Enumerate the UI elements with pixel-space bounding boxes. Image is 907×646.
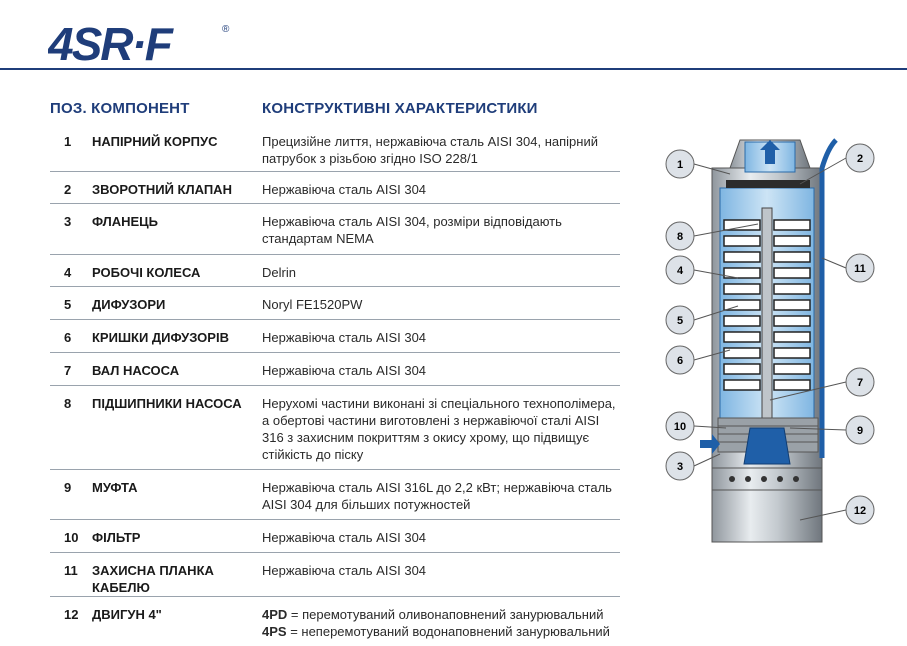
table-row	[50, 287, 620, 320]
row-number: 2	[64, 182, 72, 197]
table-row	[50, 124, 620, 172]
callout-1	[666, 150, 694, 178]
callout-11	[846, 254, 874, 282]
brand-logo	[48, 16, 248, 68]
row-component: РОБОЧІ КОЛЕСА	[92, 265, 201, 280]
callout-2	[846, 144, 874, 172]
callout-6	[666, 346, 694, 374]
svg-text:2: 2	[856, 153, 864, 165]
table-row	[50, 204, 620, 255]
callout-10	[666, 412, 694, 440]
table-row	[50, 172, 620, 204]
pump-cutaway-diagram	[660, 128, 900, 548]
row-description: Нержавіюча сталь AISI 316L до 2,2 кВт; нержавіюча сталь AISI 304 для більших потужностей	[262, 480, 612, 512]
table-row	[50, 470, 620, 520]
row-description: Нержавіюча сталь AISI 304, розміри відповідають стандартам NEMA	[262, 214, 562, 246]
components-table	[50, 124, 620, 645]
row-number: 6	[64, 330, 72, 345]
row-component: МУФТА	[92, 480, 138, 495]
row-number: 9	[64, 480, 72, 495]
row-component: КРИШКИ ДИФУЗОРІВ	[92, 330, 229, 345]
svg-text:8: 8	[676, 231, 684, 243]
row-description: Noryl FE1520PW	[262, 297, 363, 312]
row-number: 11	[64, 563, 78, 578]
row-component: ДВИГУН 4"	[92, 607, 162, 622]
row-description: Нержавіюча сталь AISI 304	[262, 530, 427, 545]
row-number: 1	[64, 134, 72, 149]
table-row	[50, 320, 620, 353]
row-number: 4	[64, 265, 72, 280]
row-number: 10	[64, 530, 79, 545]
svg-text:10: 10	[673, 421, 687, 433]
row-component: НАПІРНИЙ КОРПУС	[92, 134, 218, 149]
svg-text:5: 5	[676, 315, 684, 327]
registered-mark: ®	[222, 24, 230, 35]
row-description: Delrin	[262, 265, 296, 280]
row-description: Прецизійне лиття, нержавіюча сталь AISI 304, напірний патрубок з різьбою згідно ISO 228/1	[262, 134, 598, 166]
callout-3	[666, 452, 694, 480]
row-description: Нерухомі частини виконані зі спеціального технополімера, а обертові частини виготовлені з нержавіючої сталі AISI 316 з захисним покриттям з окису хрому, що підвищує стійкість до піску	[262, 396, 616, 462]
row-number: 5	[64, 297, 72, 312]
motor-type-text: = неперемотуваний водонаповнений занурювальний	[286, 624, 610, 639]
row-component: ЗАХИСНА ПЛАНКА КАБЕЛЮ	[92, 563, 214, 595]
callout-5	[666, 306, 694, 334]
callout-12	[846, 496, 874, 524]
table-row	[50, 553, 620, 597]
row-description: Нержавіюча сталь AISI 304	[262, 563, 427, 578]
callout-9	[846, 416, 874, 444]
row-description: Нержавіюча сталь AISI 304	[262, 182, 427, 197]
row-component: ФІЛЬТР	[92, 530, 141, 545]
motor-body	[712, 490, 822, 542]
table-row	[50, 520, 620, 553]
svg-text:12: 12	[853, 505, 867, 517]
callout-7	[846, 368, 874, 396]
header-divider	[0, 68, 907, 70]
table-row	[50, 255, 620, 287]
row-description: Нержавіюча сталь AISI 304	[262, 363, 427, 378]
svg-text:9: 9	[856, 425, 864, 437]
table-row	[50, 597, 620, 645]
row-number: 3	[64, 214, 72, 229]
row-component: ФЛАНЕЦЬ	[92, 214, 159, 229]
svg-text:3: 3	[676, 461, 684, 473]
svg-text:6: 6	[676, 355, 684, 367]
table-row	[50, 353, 620, 386]
svg-text:4: 4	[676, 265, 684, 277]
motor-type-code: 4PS	[262, 624, 287, 639]
column-header-position: ПОЗ. КОМПОНЕНТ	[50, 100, 190, 117]
row-component: ВАЛ НАСОСА	[92, 363, 180, 378]
brand-logo-text: 4SR·F	[48, 18, 171, 68]
svg-text:11: 11	[854, 263, 866, 275]
cable	[822, 140, 836, 168]
pump-shaft	[762, 208, 772, 428]
svg-text:1: 1	[676, 159, 684, 171]
motor-type-code: 4PD	[262, 607, 288, 622]
motor-type-text: = перемотуваний оливонаповнений занурювальний	[287, 607, 604, 622]
row-number: 12	[64, 607, 79, 622]
row-number: 8	[64, 396, 72, 411]
coupling	[744, 428, 790, 464]
row-description	[262, 597, 620, 645]
callout-8	[666, 222, 694, 250]
row-component: ПІДШИПНИКИ НАСОСА	[92, 396, 242, 411]
row-component: ЗВОРОТНИЙ КЛАПАН	[92, 182, 232, 197]
row-component: ДИФУЗОРИ	[92, 297, 166, 312]
column-header-characteristics: КОНСТРУКТИВНІ ХАРАКТЕРИСТИКИ	[262, 100, 538, 117]
svg-text:7: 7	[856, 377, 864, 389]
row-description: Нержавіюча сталь AISI 304	[262, 330, 427, 345]
row-number: 7	[64, 363, 72, 378]
check-valve	[726, 180, 810, 188]
table-row	[50, 386, 620, 470]
callout-4	[666, 256, 694, 284]
